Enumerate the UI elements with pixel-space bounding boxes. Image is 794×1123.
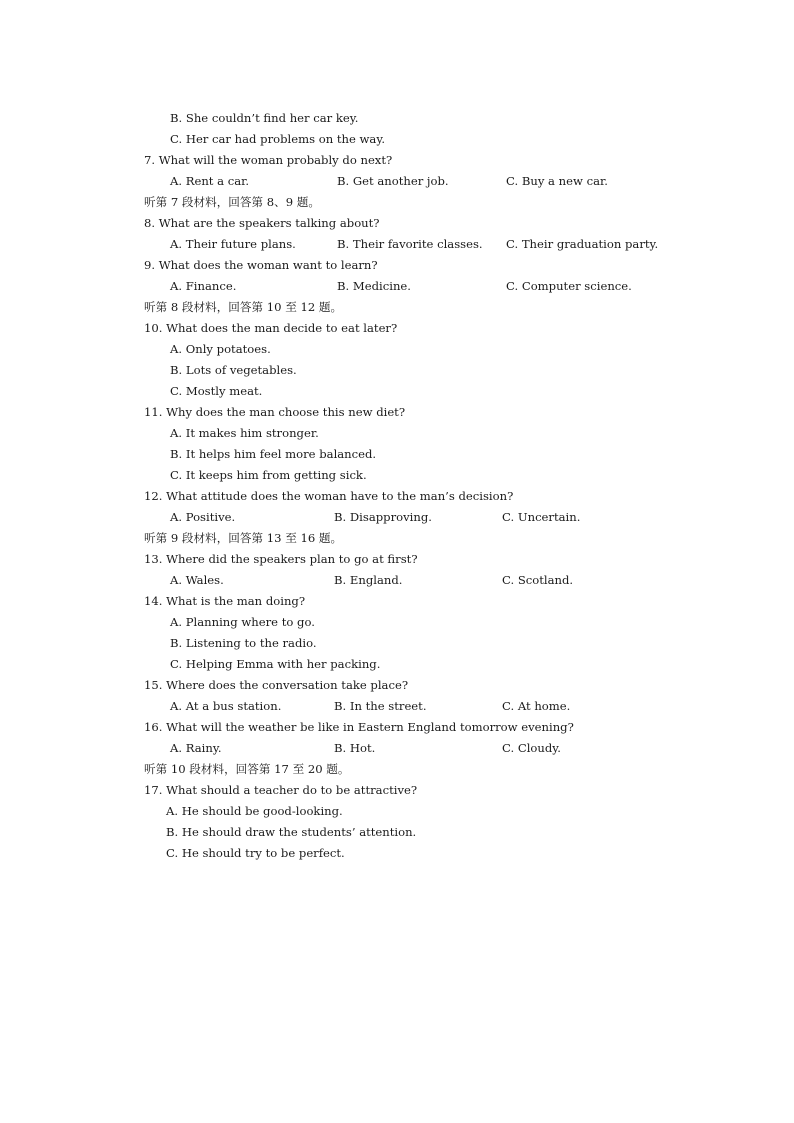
q12-option-a: A. Positive.: [170, 510, 236, 524]
q11-option-b: B. It helps him feel more balanced.: [170, 447, 377, 461]
section-9-heading: 听第 9 段材料，回答第 13 至 16 题。: [144, 531, 343, 545]
q17-option-b: B. He should draw the students’ attention.: [166, 825, 417, 839]
q12-option-b: B. Disapproving.: [334, 510, 432, 524]
q14-option-c: C. Helping Emma with her packing.: [170, 657, 381, 671]
q13-option-b: B. England.: [334, 573, 403, 587]
q10-option-a: A. Only potatoes.: [170, 342, 271, 356]
q13-option-a: A. Wales.: [170, 573, 224, 587]
q15-option-c: C. At home.: [502, 699, 571, 713]
q11-question: 11. Why does the man choose this new diet?: [144, 405, 406, 419]
q11-option-c: C. It keeps him from getting sick.: [170, 468, 367, 482]
section-10-heading: 听第 10 段材料，回答第 17 至 20 题。: [144, 762, 350, 776]
q16-question: 16. What will the weather be like in Eastern England tomorrow evening?: [144, 720, 574, 734]
q13-option-c: C. Scotland.: [502, 573, 574, 587]
q9-question: 9. What does the woman want to learn?: [144, 258, 378, 272]
q10-option-c: C. Mostly meat.: [170, 384, 263, 398]
q16-option-b: B. Hot.: [334, 741, 376, 755]
q10-option-b: B. Lots of vegetables.: [170, 363, 297, 377]
q16-option-c: C. Cloudy.: [502, 741, 561, 755]
q8-option-c: C. Their graduation party.: [506, 237, 659, 251]
section-8-heading: 听第 8 段材料，回答第 10 至 12 题。: [144, 300, 343, 314]
q12-option-c: C. Uncertain.: [502, 510, 581, 524]
q9-option-c: C. Computer science.: [506, 279, 632, 293]
q8-question: 8. What are the speakers talking about?: [144, 216, 380, 230]
q15-option-a: A. At a bus station.: [170, 699, 282, 713]
q15-option-b: B. In the street.: [334, 699, 427, 713]
q15-question: 15. Where does the conversation take place?: [144, 678, 409, 692]
q14-option-a: A. Planning where to go.: [170, 615, 315, 629]
q17-question: 17. What should a teacher do to be attractive?: [144, 783, 418, 797]
q17-option-c: C. He should try to be perfect.: [166, 846, 345, 860]
q11-option-a: A. It makes him stronger.: [170, 426, 319, 440]
q6-option-c: C. Her car had problems on the way.: [170, 132, 386, 146]
q14-option-b: B. Listening to the radio.: [170, 636, 317, 650]
q14-question: 14. What is the man doing?: [144, 594, 306, 608]
q16-option-a: A. Rainy.: [170, 741, 222, 755]
q7-option-a: A. Rent a car.: [170, 174, 250, 188]
q8-option-a: A. Their future plans.: [170, 237, 296, 251]
q12-question: 12. What attitude does the woman have to the man’s decision?: [144, 489, 514, 503]
section-7-heading: 听第 7 段材料，回答第 8、9 题。: [144, 195, 320, 209]
q13-question: 13. Where did the speakers plan to go at first?: [144, 552, 418, 566]
q8-option-b: B. Their favorite classes.: [337, 237, 483, 251]
q9-option-a: A. Finance.: [170, 279, 237, 293]
q7-option-b: B. Get another job.: [337, 174, 449, 188]
q10-question: 10. What does the man decide to eat later?: [144, 321, 398, 335]
q9-option-b: B. Medicine.: [337, 279, 411, 293]
q7-question: 7. What will the woman probably do next?: [144, 153, 393, 167]
q6-option-b: B. She couldn’t find her car key.: [170, 111, 359, 125]
q17-option-a: A. He should be good-looking.: [166, 804, 343, 818]
q7-option-c: C. Buy a new car.: [506, 174, 608, 188]
